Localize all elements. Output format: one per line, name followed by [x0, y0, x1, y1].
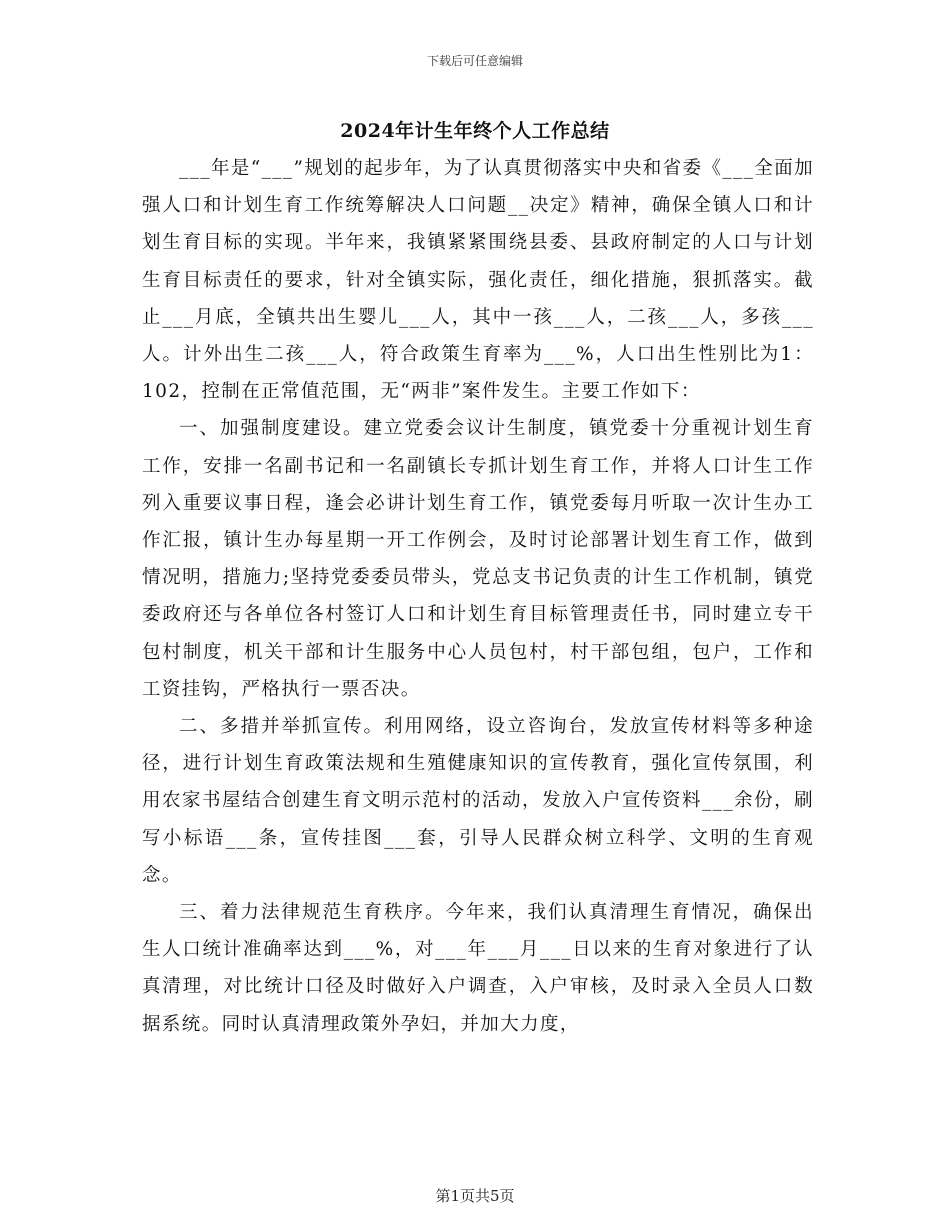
page-header-note: 下载后可任意编辑 — [426, 54, 523, 68]
paragraph-intro: ___年是“___”规划的起步年，为了认真贯彻落实中央和省委《___全面加强人口和计划生育工作统筹解决人口问题__决定》精神，确保全镇人口和计划生育目标的实现。半年来，我镇紧紧围绕县委、县政府制定的人口与计划生育目标责任的要求，针对全镇实际，强化责任，细化措施，狠抓落实。截止___月底，全镇共出生婴儿___人，其中一孩___人，二孩___人，多孩___人。计外出生二孩___人，符合政策生育率为___%，人口出生性别比为1：102，控制在正常值范围，无“两非”案件发生。主要工作如下： — [142, 158, 814, 403]
paragraph-publicity: 二、多措并举抓宣传。利用网络，设立咨询台，发放宣传材料等多种途径，进行计划生育政策法规和生殖健康知识的宣传教育，强化宣传氛围，利用农家书屋结合创建生育文明示范村的活动，发放入户宣传资料___余份，刷写小标语___条，宣传挂图___套，引导人民群众树立科学、文明的生育观念。 — [142, 716, 814, 886]
paragraph-system-building: 一、加强制度建设。建立党委会议计生制度，镇党委十分重视计划生育工作，安排一名副书记和一名副镇长专抓计划生育工作，并将人口计生工作列入重要议事日程，逢会必讲计划生育工作，镇党委每月听取一次计生办工作汇报，镇计生办每星期一开工作例会，及时讨论部署计划生育工作，做到情况明，措施力;坚持党委委员带头，党总支书记负责的计生工作机制，镇党委政府还与各单位各村签订人口和计划生育目标管理责任书，同时建立专干包村制度，机关干部和计生服务中心人员包村，村干部包组，包户，工作和工资挂钩，严格执行一票否决。 — [142, 418, 814, 700]
document-body — [142, 150, 814, 1043]
page-number: 第1页共5页 — [435, 1187, 515, 1205]
document-title: 2024年计生年终个人工作总结 — [340, 120, 610, 142]
paragraph-legal-order: 三、着力法律规范生育秩序。今年来，我们认真清理生育情况，确保出生人口统计准确率达到___%，对___年___月___日以来的生育对象进行了认真清理，对比统计口径及时做好入户调查，入户审核，及时录入全员人口数据系统。同时认真清理政策外孕妇，并加大力度， — [142, 902, 814, 1035]
